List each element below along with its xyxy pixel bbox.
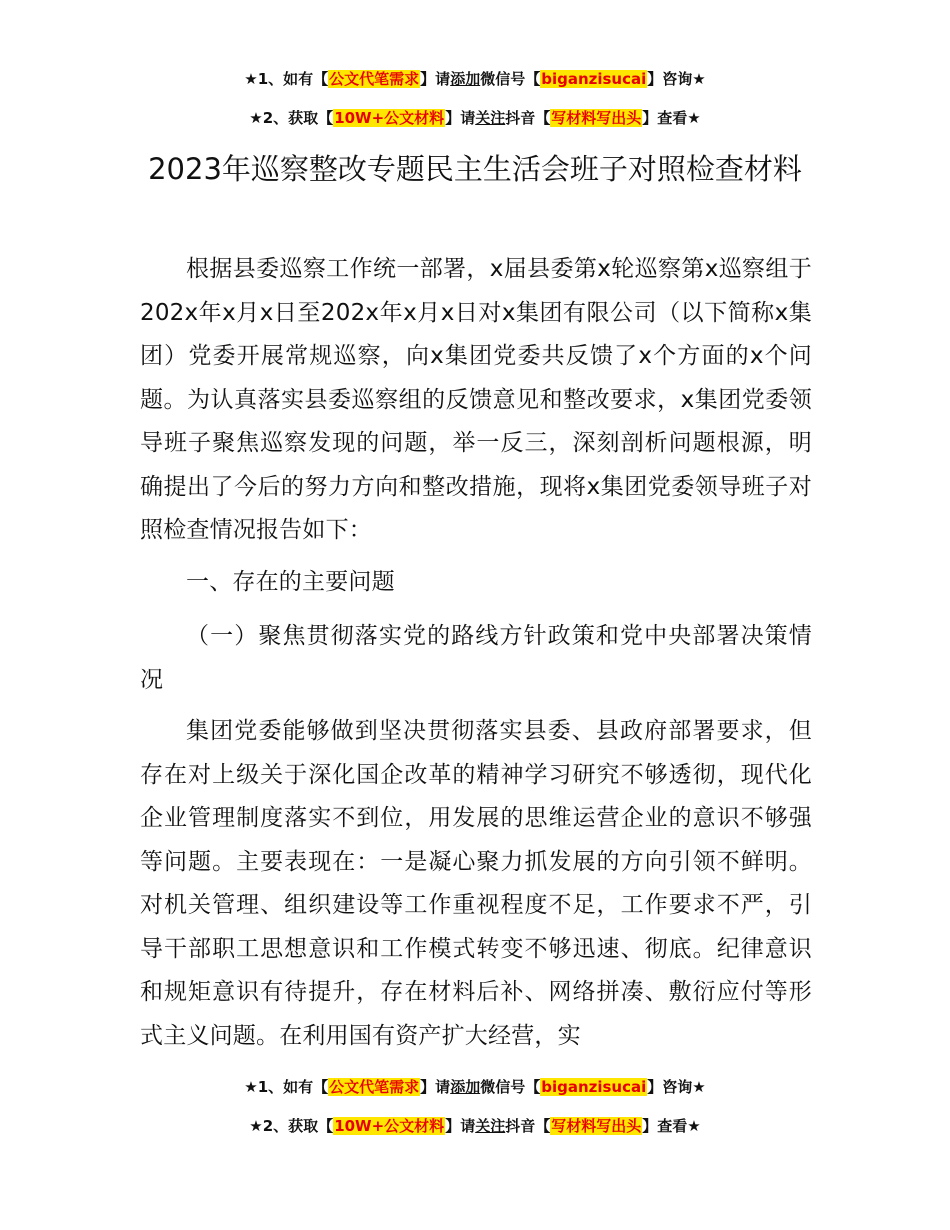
footer-notice-2-highlight-douyin: 写材料写出头 (551, 1117, 642, 1135)
document-title: 2023年巡察整改专题民主生活会班子对照检查材料 (148, 152, 802, 186)
notice-line-1 (0, 67, 950, 91)
footer-notice-1-mid1: 】请 (420, 1078, 451, 1096)
notice-2-underlined: 关注 (475, 109, 506, 127)
footer-notice-2-mid2: 抖音【 (505, 1117, 551, 1135)
notice-1-prefix: ★1、如有【 (244, 70, 329, 88)
notice-1-mid1: 】请 (420, 70, 451, 88)
footer-notice-1-mid2: 微信号【 (480, 1078, 541, 1096)
subsection-heading-1 (140, 615, 812, 702)
footer-notice-1-prefix: ★1、如有【 (244, 1078, 329, 1096)
notice-line-2 (0, 106, 950, 130)
notice-2-prefix: ★2、获取【 (249, 109, 334, 127)
subsection-heading-1-text: （一）聚焦贯彻落实党的路线方针政策和党中央部署决策情况 (140, 623, 812, 693)
footer-notice-1-highlight-service: 公文代笔需求 (329, 1078, 420, 1096)
paragraph-intro (140, 248, 812, 553)
paragraph-problems (140, 710, 812, 1058)
notice-2-highlight-douyin: 写材料写出头 (551, 109, 642, 127)
footer-notice-2-underlined: 关注 (475, 1117, 506, 1135)
footer-notice-line-2 (0, 1114, 950, 1138)
footer-notice-2-mid1: 】请 (445, 1117, 476, 1135)
paragraph-problems-text: 集团党委能够做到坚决贯彻落实县委、县政府部署要求，但存在对上级关于深化国企改革的精神学习研究不够透彻，现代化企业管理制度落实不到位，用发展的思维运营企业的意识不够强等问题。主要表现在：一是凝心聚力抓发展的方向引领不鲜明。对机关管理、组织建设等工作重视程度不足，工作要求不严，引导干部职工思想意识和工作模式转变不够迅速、彻底。纪律意识和规矩意识有待提升，存在材料后补、网络拼凑、敷衍应付等形式主义问题。在利用国有资产扩大经营，实 (140, 718, 812, 1049)
notice-1-suffix: 】咨询★ (647, 70, 706, 88)
section-heading-1-text: 一、存在的主要问题 (186, 569, 395, 595)
footer-notice-line-1 (0, 1075, 950, 1099)
notice-2-mid1: 】请 (445, 109, 476, 127)
notice-1-mid2: 微信号【 (480, 70, 541, 88)
notice-1-highlight-wechat: biganzisucai (541, 70, 647, 88)
footer-notice-2-suffix: 】查看★ (642, 1117, 701, 1135)
footer-notice-1-highlight-wechat: biganzisucai (541, 1078, 647, 1096)
notice-2-mid2: 抖音【 (505, 109, 551, 127)
notice-2-suffix: 】查看★ (642, 109, 701, 127)
footer-notice-2-prefix: ★2、获取【 (249, 1117, 334, 1135)
section-heading-1 (140, 561, 812, 605)
notice-1-highlight-service: 公文代笔需求 (329, 70, 420, 88)
notice-1-underlined: 添加 (450, 70, 481, 88)
footer-notice-1-suffix: 】咨询★ (647, 1078, 706, 1096)
footer-notice-2-highlight-materials: 10W+公文材料 (334, 1117, 445, 1135)
notice-2-highlight-materials: 10W+公文材料 (334, 109, 445, 127)
paragraph-intro-text: 根据县委巡察工作统一部署，x届县委第x轮巡察第x巡察组于202x年x月x日至202x年x月x日对x集团有限公司（以下简称x集团）党委开展常规巡察，向x集团党委共反馈了x个方面的x个问题。为认真落实县委巡察组的反馈意见和整改要求，x集团党委领导班子聚焦巡察发现的问题，举一反三，深刻剖析问题根源，明确提出了今后的努力方向和整改措施，现将x集团党委领导班子对照检查情况报告如下： (140, 256, 812, 543)
footer-notice-1-underlined: 添加 (450, 1078, 481, 1096)
